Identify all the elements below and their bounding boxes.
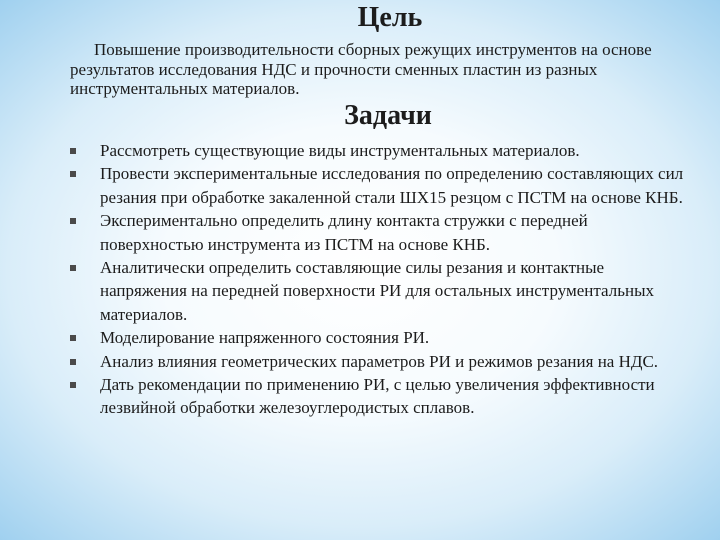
task-text: Провести экспериментальные исследования по определению составляющих сил резания при обработке закаленной стали ШХ15 резцом с ПСТМ на основе КНБ.	[100, 164, 684, 207]
task-text: Рассмотреть существующие виды инструментальных материалов.	[100, 141, 580, 160]
tasks-heading: Задачи	[344, 100, 432, 131]
task-item	[70, 350, 695, 373]
task-text: Моделирование напряженного состояния РИ.	[100, 328, 430, 348]
task-item	[70, 209, 695, 256]
square-bullet-icon	[70, 265, 76, 271]
tasks-list	[70, 139, 695, 420]
square-bullet-icon	[70, 148, 76, 154]
goal-heading: Цель	[357, 2, 423, 33]
task-item	[70, 139, 695, 162]
task-item	[70, 162, 695, 209]
task-item	[70, 373, 695, 420]
task-text: Дать рекомендации по применению РИ, с целью увеличения эффективности лезвийной обработки железоуглеродистых сплавов.	[100, 375, 655, 418]
goal-text: Повышение производительности сборных режущих инструментов на основе результатов исследования НДС и прочности сменных пластин из разных инструментальных материалов.	[70, 40, 652, 98]
task-item	[70, 256, 695, 326]
square-bullet-icon	[70, 335, 76, 341]
task-item	[70, 326, 695, 349]
task-text: Аналитически определить составляющие силы резания и контактные напряжения на передней поверхности РИ для остальных инструментальных материалов.	[100, 258, 654, 324]
square-bullet-icon	[70, 359, 76, 365]
square-bullet-icon	[70, 218, 76, 224]
task-text: Анализ влияния геометрических параметров РИ и режимов резания на НДС.	[100, 351, 659, 371]
square-bullet-icon	[70, 171, 76, 177]
task-text: Экспериментально определить длину контакта стружки с передней поверхностью инструмента из ПСТМ на основе КНБ.	[100, 211, 588, 254]
square-bullet-icon	[70, 382, 76, 388]
